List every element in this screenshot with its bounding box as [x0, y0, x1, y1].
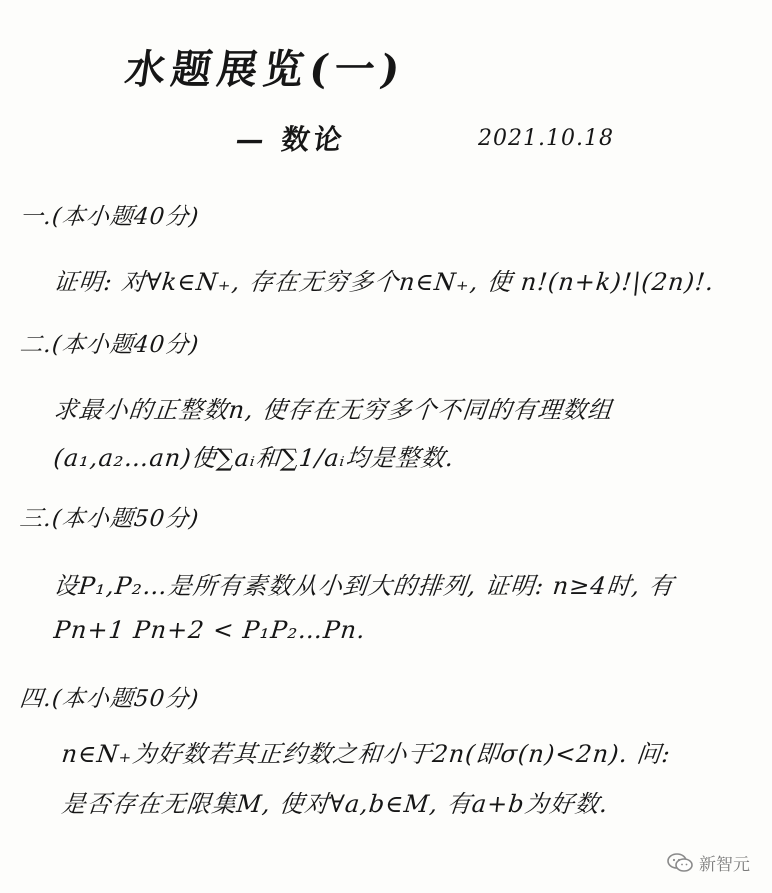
problem-3-heading: 三.(本小题50分): [18, 506, 201, 532]
problem-3-text-line-2: Pn+1 Pn+2 < P₁P₂…Pn.: [52, 616, 368, 644]
page-subtitle: — 数论: [233, 123, 348, 156]
problem-4-heading: 四.(本小题50分): [18, 686, 201, 712]
problem-4-text-line-1: n∈N₊为好数若其正约数之和小于2n(即σ(n)<2n). 问:: [60, 740, 673, 768]
problem-3-text-line-1: 设P₁,P₂…是所有素数从小到大的排列, 证明: n≥4时, 有: [52, 572, 676, 600]
page-date: 2021.10.18: [478, 126, 614, 151]
problem-2-text-line-1: 求最小的正整数n, 使存在无穷多个不同的有理数组: [52, 396, 614, 424]
problem-2-text-line-2: (a₁,a₂…an)使∑aᵢ和∑1/aᵢ均是整数.: [52, 444, 456, 472]
watermark-text: 新智元: [699, 855, 750, 874]
problem-1-heading: 一.(本小题40分): [18, 204, 201, 230]
problem-2-heading: 二.(本小题40分): [18, 332, 201, 358]
watermark: [667, 850, 750, 875]
wechat-icon: [667, 853, 693, 873]
page-title: 水题展览(一): [122, 46, 409, 93]
problem-1-text: 证明: 对∀k∈N₊, 存在无穷多个n∈N₊, 使 n!(n+k)!|(2n)!.: [52, 268, 716, 296]
problem-4-text-line-2: 是否存在无限集M, 使对∀a,b∈M, 有a+b为好数.: [60, 790, 610, 818]
